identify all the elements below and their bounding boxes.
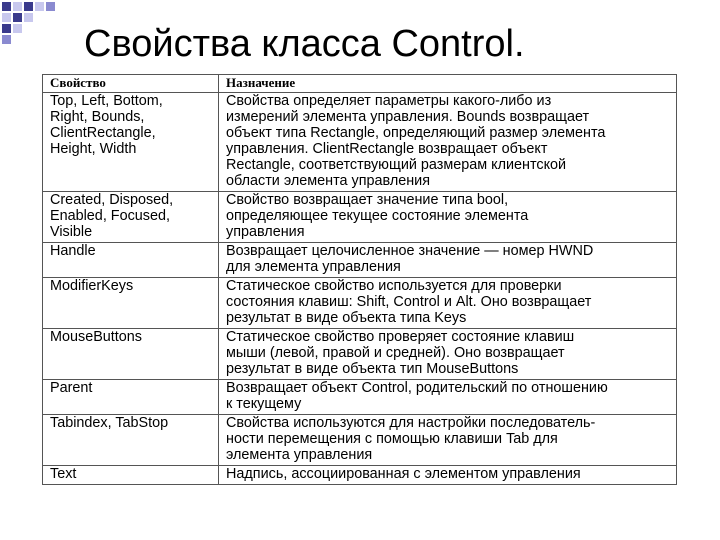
purpose-cell — [219, 243, 677, 278]
property-cell — [43, 380, 219, 415]
purpose-cell — [219, 329, 677, 380]
property-cell-line: Parent — [50, 380, 93, 396]
purpose-cell-line: Свойства определяет параметры какого-либо из — [226, 93, 552, 109]
property-cell-line: Height, Width — [50, 141, 137, 157]
table-row — [43, 415, 677, 466]
purpose-cell-line: к текущему — [226, 396, 302, 412]
property-cell — [43, 243, 219, 278]
table-row — [43, 380, 677, 415]
deco-square — [2, 24, 11, 33]
purpose-cell-line: мыши (левой, правой и средней). Оно возвращает — [226, 345, 565, 361]
table-row — [43, 278, 677, 329]
property-cell-line: Enabled, Focused, — [50, 208, 171, 224]
deco-square — [13, 2, 22, 11]
deco-square — [2, 2, 11, 11]
purpose-cell-line: для элемента управления — [226, 259, 401, 275]
purpose-cell-line: измерений элемента управления. Bounds возвращает — [226, 109, 590, 125]
property-cell-line: Handle — [50, 243, 96, 259]
deco-square — [46, 2, 55, 11]
purpose-cell-line: управления. ClientRectangle возвращает объект — [226, 141, 548, 157]
property-cell-line: Right, Bounds, — [50, 109, 145, 125]
property-cell — [43, 93, 219, 192]
purpose-cell-line: Возвращает целочисленное значение — номер HWND — [226, 243, 594, 259]
purpose-cell-line: результат в виде объекта тип MouseButtons — [226, 361, 519, 377]
purpose-cell-line: Надпись, ассоциированная с элементом управления — [226, 466, 581, 482]
purpose-cell-line: определяющее текущее состояние элемента — [226, 208, 529, 224]
table-row — [43, 466, 677, 485]
table-header-row — [43, 75, 677, 93]
purpose-cell-line: управления — [226, 224, 305, 240]
property-cell — [43, 329, 219, 380]
purpose-cell-line: объект типа Rectangle, определяющий размер элемента — [226, 125, 606, 141]
purpose-cell-line: результат в виде объекта типа Keys — [226, 310, 467, 326]
column-header-property: Свойство — [43, 75, 219, 93]
deco-square — [2, 35, 11, 44]
purpose-cell — [219, 466, 677, 485]
deco-square — [24, 13, 33, 22]
purpose-cell-line: ности перемещения с помощью клавиши Tab для — [226, 431, 558, 447]
property-cell-line: Top, Left, Bottom, — [50, 93, 163, 109]
purpose-cell — [219, 380, 677, 415]
property-cell — [43, 415, 219, 466]
deco-square — [35, 2, 44, 11]
slide-title: Свойства класса Control. — [84, 23, 525, 65]
property-cell — [43, 192, 219, 243]
deco-square — [2, 13, 11, 22]
property-cell-line: Tabindex, TabStop — [50, 415, 169, 431]
property-cell — [43, 278, 219, 329]
purpose-cell-line: области элемента управления — [226, 173, 431, 189]
deco-square — [13, 24, 22, 33]
purpose-cell-line: Статическое свойство проверяет состояние клавиш — [226, 329, 575, 345]
property-cell-line: Visible — [50, 224, 93, 240]
purpose-cell-line: Rectangle, соответствующий размерам клиентской — [226, 157, 567, 173]
purpose-cell-line: Возвращает объект Control, родительский по отношению — [226, 380, 608, 396]
purpose-cell-line: элемента управления — [226, 447, 373, 463]
purpose-cell-line: Свойства используются для настройки последователь- — [226, 415, 596, 431]
table-row — [43, 329, 677, 380]
purpose-cell — [219, 192, 677, 243]
purpose-cell — [219, 93, 677, 192]
property-cell-line: ModifierKeys — [50, 278, 134, 294]
table-row — [43, 93, 677, 192]
property-cell — [43, 466, 219, 485]
purpose-cell — [219, 278, 677, 329]
purpose-cell-line: Статическое свойство используется для проверки — [226, 278, 562, 294]
purpose-cell — [219, 415, 677, 466]
deco-square — [24, 2, 33, 11]
table-row — [43, 243, 677, 278]
column-header-purpose: Назначение — [219, 75, 677, 93]
deco-square — [13, 13, 22, 22]
properties-table — [42, 74, 677, 485]
property-cell-line: MouseButtons — [50, 329, 142, 345]
purpose-cell-line: состояния клавиш: Shift, Control и Alt. Оно возвращает — [226, 294, 592, 310]
purpose-cell-line: Свойство возвращает значение типа bool, — [226, 192, 509, 208]
property-cell-line: Text — [50, 466, 77, 482]
decorative-squares — [0, 0, 60, 50]
table-row — [43, 192, 677, 243]
property-cell-line: Created, Disposed, — [50, 192, 174, 208]
property-cell-line: ClientRectangle, — [50, 125, 156, 141]
